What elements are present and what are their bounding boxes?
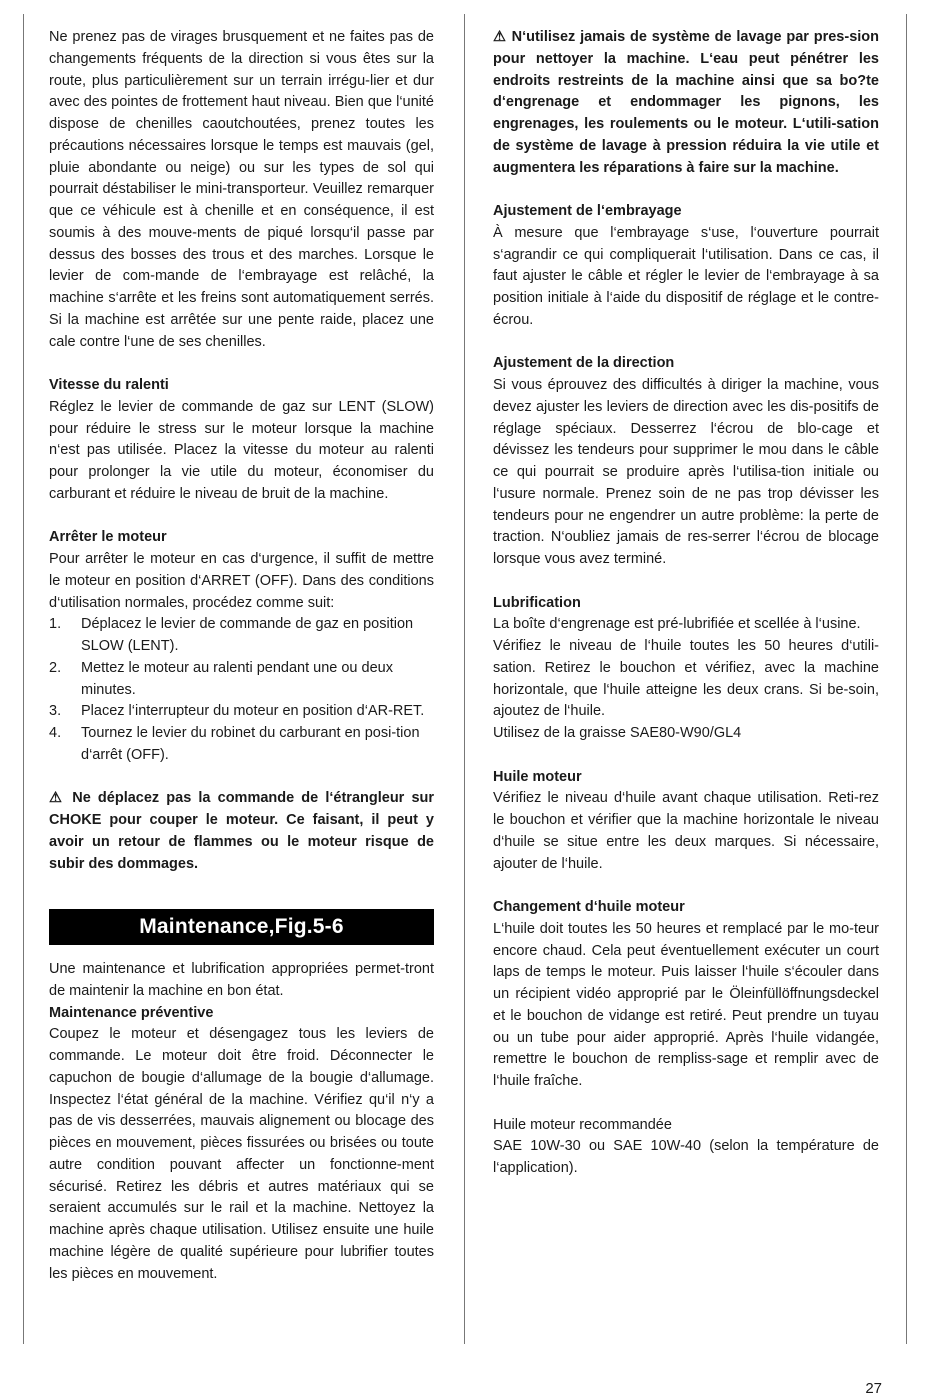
idle-speed-heading: Vitesse du ralenti bbox=[49, 377, 169, 393]
stop-steps-list bbox=[49, 614, 434, 766]
recommended-oil-label: Huile moteur recommandée bbox=[493, 1116, 672, 1133]
clutch-adjustment-heading: Ajustement de l‘embrayage bbox=[493, 203, 682, 219]
list-item bbox=[49, 723, 434, 767]
recommended-oil-text: SAE 10W-30 ou SAE 10W-40 (selon la température de l‘application). bbox=[493, 1138, 879, 1176]
intro-paragraph: Ne prenez pas de virages brusquement et ne faites pas de changements fréquents de la direction si vous êtes sur la route, plus particulièrement sur un terrain irrégu-lier et dur avec des pointes de frottement haut niveau. Bien que l‘unité dispose de chenilles caoutchoutées, prenez toutes les précautions nécessaires lorsque le temps est mauvais (gel, pluie abondante ou neige) ou sur les types de sol qui pourrait déstabiliser le mini-transporteur. Veuillez remarquer que ce véhicule est à chenille et en conséquence, il est soumis à des mouve-ments de piqué lorsqu‘il passe par dessus des bosses des trous et des marches. Lorsque le levier de com-mande de l‘embrayage est relâché, la machine s‘arrête et les freins sont automatiquement serrés. Si la machine est arrêtée sur une pente raide, placez une cale contre l‘une de ses chenilles. bbox=[49, 29, 434, 350]
lubrication-paragraph-3: Utilisez de la graisse SAE80-W90/GL4 bbox=[493, 725, 742, 741]
column-divider-rule bbox=[464, 14, 465, 1344]
step-text: Tournez le levier du robinet du carburant en posi-tion d‘arrêt (OFF). bbox=[81, 725, 420, 763]
list-item bbox=[49, 614, 434, 658]
maintenance-intro-paragraph: Une maintenance et lubrification appropriées permet-tront de maintenir la machine en bon état. bbox=[49, 961, 434, 999]
lubrication-paragraph-2: Vérifiez le niveau de l‘huile toutes les 50 heures d‘utili-sation. Retirez le bouchon et vérifiez, avec la machine horizontale, que l‘huile atteigne les deux crans. Si be-soin, ajoutez de l‘huile. bbox=[493, 638, 879, 720]
lubrication-heading: Lubrification bbox=[493, 594, 581, 611]
choke-warning bbox=[49, 788, 434, 875]
oil-change-heading: Changement d‘huile moteur bbox=[493, 899, 685, 915]
idle-speed-paragraph: Réglez le levier de commande de gaz sur LENT (SLOW) pour réduire le stress sur le moteur lorsque la machine n‘est pas utilisée. Placez la vitesse du moteur au ralenti pour prolonger la vie utile du moteur, économiser du carburant et réduire le niveau de bruit de la machine. bbox=[49, 398, 434, 502]
warning-triangle-icon: ⚠ bbox=[49, 790, 66, 807]
stop-engine-paragraph: Pour arrêter le moteur en cas d‘urgence, il suffit de mettre le moteur en position d‘ARRET (OFF). Dans des conditions d‘utilisation normales, procédez comme suit: bbox=[49, 551, 434, 611]
step-number: 4. bbox=[49, 725, 62, 741]
preventive-maintenance-paragraph: Coupez le moteur et désengagez tous les leviers de commande. Le moteur doit être froid. Déconnecter le capuchon de bougie d‘allumage de la bougie d‘allumage. Inspectez l‘état général de la machine. Vérifiez qu‘il n‘y a pas de vis desserrées, mauvais alignement ou blocage des pièces en mouvement, pièces fissurées ou brisées ou toute autre condition pouvant affecter un fonctionne-ment sécurisé. Retirez les débris et autres matériaux qui se seraient accumulés sur le rail et la machine. Nettoyez la machine après chaque utilisation. Utilisez ensuite une huile machine légère de qualité supérieure pour lubrifier toutes les pièces en mouvement. bbox=[49, 1026, 434, 1282]
steering-adjustment-paragraph: Si vous éprouvez des difficultés à diriger la machine, vous devez ajuster les leviers de direction avec les dis-positifs de réglage spéciaux. Desserrez l‘écrou de blo-cage et dévissez les tendeurs pour supprimer le mou dans le câble ce qui pourrait se produire après l‘utilisa-tion initiale ou l‘usure normale. Prenez soin de ne pas trop dévisser les tendeurs pour ne engendrer un autre problème: la perte de traction. N‘oubliez jamais de res-serrer l‘écrou de blocage lorsque vous avez terminé. bbox=[493, 377, 879, 567]
list-item bbox=[49, 701, 434, 723]
pressure-washer-warning-text: N‘utilisez jamais de système de lavage par pres-sion pour nettoyer la machine. L‘eau peut pénétrer les endroits restreints de la machine ainsi que sa bo?te d‘engrenage et endommager les pignons, les engrenages, les roulements ou le moteur. L‘utili-sation de système de lavage à pression réduira la vie utile et augmentera les réparations à faire sur la machine. bbox=[493, 29, 880, 176]
left-column bbox=[49, 27, 434, 1285]
preventive-maintenance-heading: Maintenance préventive bbox=[49, 1004, 214, 1021]
step-number: 2. bbox=[49, 659, 62, 676]
engine-oil-paragraph: Vérifiez le niveau d‘huile avant chaque utilisation. Reti-rez le bouchon et vérifier que la machine horizontale le niveau d‘huile se situe entre les deux marques. Si nécessaire, ajouter de l‘huile. bbox=[493, 790, 879, 872]
pressure-washer-warning bbox=[493, 27, 879, 179]
step-number: 3. bbox=[49, 703, 62, 720]
stop-engine-heading: Arrêter le moteur bbox=[49, 529, 167, 546]
choke-warning-text: Ne déplacez pas la commande de l‘étrangleur sur CHOKE pour couper le moteur. Ce faisant, il peut y avoir un retour de flammes ou le moteur risque de subir des dommages. bbox=[49, 790, 435, 872]
clutch-adjustment-paragraph: À mesure que l‘embrayage s‘use, l‘ouverture pourrait s‘agrandir ce qui compliquerait l‘utilisation. Dans ce cas, il faut ajuster le câble et régler le levier de l‘embrayage à sa position initiale à l‘aide du dispositif de réglage et le contre-écrou. bbox=[493, 224, 879, 328]
step-text: Déplacez le levier de commande de gaz en position SLOW (LENT). bbox=[81, 616, 414, 654]
step-text: Placez l‘interrupteur du moteur en position d‘AR-RET. bbox=[81, 703, 425, 720]
right-column bbox=[493, 27, 879, 1180]
lubrication-paragraph-1: La boîte d‘engrenage est pré-lubrifiée et scellée à l‘usine. bbox=[493, 616, 861, 633]
step-number: 1. bbox=[49, 616, 62, 633]
page-number: 27 bbox=[865, 1380, 882, 1397]
step-text: Mettez le moteur au ralenti pendant une ou deux minutes. bbox=[81, 659, 393, 698]
steering-adjustment-heading: Ajustement de la direction bbox=[493, 355, 675, 372]
left-margin-rule bbox=[23, 14, 24, 1344]
oil-change-paragraph: L‘huile doit toutes les 50 heures et remplacé par le mo-teur encore chaud. Cela peut éventuellement exécuter un court laps de temps le moteur. Puis laisser l‘huile s‘écouler dans un récipient vidéo approprié par le Öleinfüllöffnungsdeckel et le bouchon de vidange est retiré. Peut prendre un tuyau ou un tube pour aider approprié. Après l‘huile vidangée, remettre le bouchon de rempliss-sage et remplir avec de l‘huile fraîche. bbox=[493, 920, 879, 1089]
right-margin-rule bbox=[906, 14, 907, 1344]
warning-triangle-icon: ⚠ bbox=[493, 29, 507, 45]
list-item bbox=[49, 658, 434, 702]
maintenance-section-banner: Maintenance,Fig.5-6 bbox=[49, 909, 434, 945]
engine-oil-heading: Huile moteur bbox=[493, 768, 582, 785]
